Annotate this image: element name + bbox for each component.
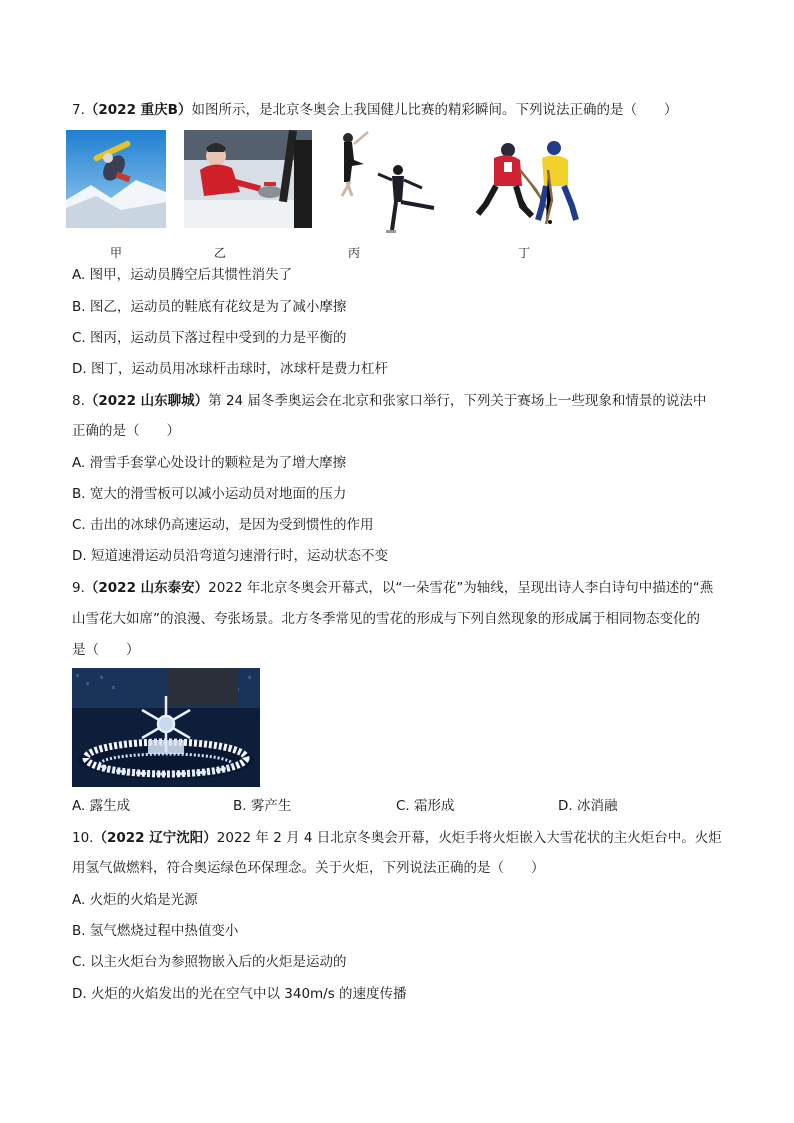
- q9-option-d: D. 冰消融: [558, 798, 618, 814]
- q8-stem-line1: [72, 392, 706, 410]
- q7-source-open: （: [84, 102, 99, 118]
- question-number: 8.: [72, 393, 85, 409]
- q8-stem-text: 第 24 届冬季奥运会在北京和张家口举行，下列关于赛场上一些现象和情景的说法中: [208, 393, 707, 409]
- q8-option-d: D. 短道速滑运动员沿弯道匀速滑行时，运动状态不变: [72, 548, 388, 564]
- q7-option-a: A. 图甲，运动员腾空后其惯性消失了: [72, 267, 293, 283]
- q9-image-snowflake-ceremony: [72, 668, 260, 787]
- q7-image-bing-figure-skating: [330, 130, 450, 242]
- q7-caption-yi: 乙: [214, 246, 227, 260]
- q10-source: 2022 辽宁沈阳: [106, 830, 204, 846]
- q9-stem-line3: 是（ ）: [72, 642, 140, 658]
- q10-option-d: D. 火炬的火焰发出的光在空气中以 340m/s 的速度传播: [72, 986, 407, 1002]
- q9-stem-line2: 山雪花大如席”的浪漫、夸张场景。北方冬季常见的雪花的形成与下列自然现象的形成属于相同物态变化的: [72, 611, 700, 627]
- q10-stem-text: 2022 年 2 月 4 日北京冬奥会开幕，火炬手将火炬嵌入大雪花状的主火炬台中。火炬: [216, 830, 722, 846]
- q7-caption-ding: 丁: [518, 246, 531, 260]
- question-number: 10.: [72, 830, 94, 846]
- q9-source-open: （: [84, 580, 99, 596]
- q10-source-close: ）: [203, 830, 217, 846]
- q8-option-c: C. 击出的冰球仍高速运动，是因为受到惯性的作用: [72, 517, 374, 533]
- q9-option-b: B. 雾产生: [233, 798, 292, 814]
- q10-stem-line2: 用氢气做燃料，符合奥运绿色环保理念。关于火炬，下列说法正确的是（ ）: [72, 860, 545, 876]
- q7-option-d: D. 图丁，运动员用冰球杆击球时，冰球杆是费力杠杆: [72, 361, 388, 377]
- q8-source-close: ）: [194, 393, 209, 409]
- q7-image-yi-curling: [184, 130, 312, 228]
- q8-source: 2022 山东聊城: [98, 393, 195, 409]
- q8-source-open: （: [84, 393, 99, 409]
- q7-option-c: C. 图丙，运动员下落过程中受到的力是平衡的: [72, 330, 347, 346]
- q9-option-a: A. 露生成: [72, 798, 131, 814]
- q8-option-a: A. 滑雪手套掌心处设计的颗粒是为了增大摩擦: [72, 455, 347, 471]
- q9-source-close: ）: [194, 580, 209, 596]
- q7-image-jia-snowboarder: [66, 130, 166, 228]
- q7-image-ding-ice-hockey: [464, 140, 590, 232]
- q10-option-b: B. 氢气燃烧过程中热值变小: [72, 923, 239, 939]
- q7-caption-bing: 丙: [348, 246, 361, 260]
- q7-stem-text: 如图所示，是北京冬奥会上我国健儿比赛的精彩瞬间。下列说法正确的是（ ）: [191, 102, 678, 118]
- question-number: 7.: [72, 102, 85, 118]
- q10-source-open: （: [93, 830, 107, 846]
- q9-stem-text: 2022 年北京冬奥会开幕式，以“一朵雪花”为轴线，呈现出诗人李白诗句中描述的“燕: [208, 580, 714, 596]
- q8-option-b: B. 宽大的滑雪板可以减小运动员对地面的压力: [72, 486, 347, 502]
- q7-caption-jia: 甲: [110, 246, 123, 260]
- q10-option-a: A. 火炬的火焰是光源: [72, 892, 198, 908]
- q7-source: 2022 重庆B: [98, 102, 178, 118]
- q9-stem-line1: [72, 579, 713, 597]
- q8-stem-line2: 正确的是（ ）: [72, 423, 180, 439]
- q10-stem-line1: [72, 829, 722, 847]
- q9-option-c: C. 霜形成: [396, 798, 455, 814]
- question-number: 9.: [72, 580, 85, 596]
- q10-option-c: C. 以主火炬台为参照物嵌入后的火炬是运动的: [72, 954, 347, 970]
- q7-stem: [72, 101, 677, 119]
- q7-option-b: B. 图乙，运动员的鞋底有花纹是为了减小摩擦: [72, 299, 347, 315]
- q9-source: 2022 山东泰安: [98, 580, 195, 596]
- q7-source-close: ）: [177, 102, 192, 118]
